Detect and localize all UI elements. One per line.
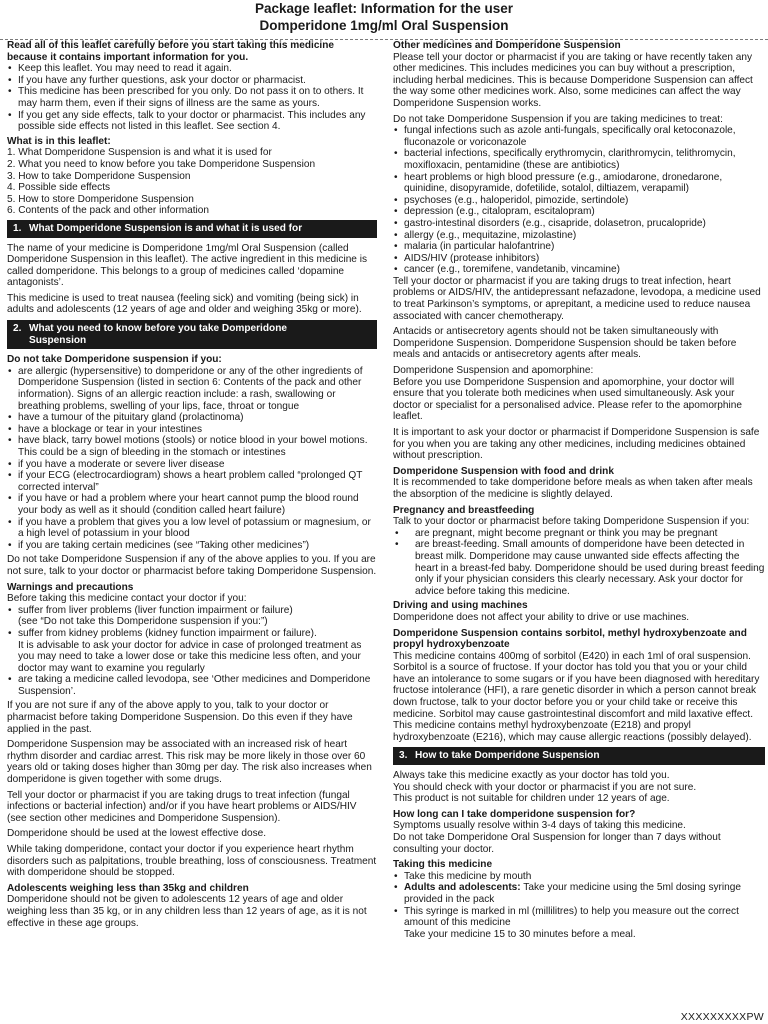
how-long-title: How long can I take domperidone suspension for? — [393, 808, 636, 820]
list-item: • allergy (e.g., mequitazine, mizolastine) — [393, 230, 765, 242]
food-title: Domperidone Suspension with food and drink — [393, 465, 614, 477]
paragraph: Domperidone Suspension and apomorphine: — [393, 365, 594, 377]
list-item — [393, 882, 765, 905]
section-1-heading — [7, 220, 377, 238]
section-title-cont: Suspension — [29, 334, 87, 346]
list-item: • If you have any further questions, ask your doctor or pharmacist. — [7, 75, 377, 87]
list-item — [7, 605, 377, 628]
section-number: 3. — [399, 750, 408, 762]
list-item-text: suffer from kidney problems (kidney function impairment or failure). — [18, 627, 317, 639]
paragraph: Symptoms usually resolve within 3-4 days of taking this medicine. — [393, 820, 686, 832]
document-code: XXXXXXXXXPW — [680, 1011, 764, 1023]
warnings-intro: Before taking this medicine contact your doctor if you: — [7, 593, 247, 605]
intro-list — [7, 63, 377, 133]
list-item-text: This syringe is marked in ml (millilitres) to help you measure out the correct amount of this medicine — [404, 905, 739, 929]
list-item: • This medicine has been prescribed for you only. Do not pass it on to others. It may harm them, even if their signs of illness are the same as yours. — [7, 86, 377, 109]
section-title: How to take Domperidone Suspension — [415, 750, 600, 762]
paragraph: It is recommended to take domperidone before meals as when taken after meals the absorption of the medicine is slightly delayed. — [393, 477, 753, 500]
intro-bold: Read all of this leaflet carefully before you start taking this medicine because it contains important information for you. — [7, 40, 335, 63]
list-item: • depression (e.g., citalopram, escitalopram) — [393, 206, 765, 218]
list-item: • heart problems or high blood pressure (e.g., amiodarone, dronedarone, quinidine, disopyramide, dofetilide, sotalol, diltiazem, verapamil) — [393, 172, 765, 195]
paragraph: Before you use Domperidone Suspension and apomorphine, your doctor will ensure that you tolerate both medicines when used simultaneously. Ask your doctor or specialist for a personalised advice. Please refer to the apomorphine leaflet. — [393, 376, 742, 423]
paragraph: Antacids or antisecretory agents should not be taken simultaneously with Domperidone Suspension. Domperidone Suspension should be taken before meals and antacids or antisecretory agents after meals. — [393, 326, 737, 361]
list-item-text-cont: (see “Do not take this Domperidone suspension if you:”) — [18, 616, 268, 628]
other-medicines-title: Other medicines and Domperidone Suspension — [393, 40, 621, 51]
list-item-text: Take your medicine using the 5ml dosing syringe provided in the pack — [404, 882, 741, 905]
paragraph: Always take this medicine exactly as your doctor has told you. — [393, 770, 670, 782]
list-item-text-cont: It is advisable to ask your doctor for advice in case of prolonged treatment as you may need to take a lower dose or take this medicine less often, and your doctor may want to examine you regularly — [18, 639, 362, 674]
list-item: • cancer (e.g., toremifene, vandetanib, vincamine) — [393, 264, 765, 276]
paragraph: Domperidone does not affect your ability to drive or use machines. — [393, 611, 690, 623]
list-item: • are taking a medicine called levodopa, see ‘Other medicines and Domperidone Suspension’. — [7, 674, 377, 697]
paragraph: Domperidone should not be given to adolescents 12 years of age and older weighing less than 35 kg, or in any children less than 12 years of age, as it is not effective in these age groups. — [7, 894, 367, 929]
list-item: • Keep this leaflet. You may need to read it again. — [7, 63, 377, 75]
section-2-heading — [7, 320, 377, 349]
paragraph: If you are not sure if any of the above apply to you, talk to your doctor or pharmacist before taking Domperidone Suspension. Do this even if they have applied in the past. — [7, 700, 353, 735]
paragraph: This medicine is used to treat nausea (feeling sick) and vomiting (being sick) in adults and adolescents (12 years of age and older and weighing 35kg or more). — [7, 292, 362, 316]
toc-item: 3. How to take Domperidone Suspension — [7, 170, 191, 182]
section-3-heading — [393, 747, 765, 765]
list-item — [7, 628, 377, 674]
paragraph: The name of your medicine is Domperidone 1mg/ml Oral Suspension (called Domperidone Suspension in this leaflet). The active ingredient in this medicine is called domperidone. This belongs to a group of medicines called ‘dopamine antagonists’. — [7, 242, 368, 289]
paragraph: You should check with your doctor or pharmacist if you are not sure. — [393, 781, 697, 793]
taking-list — [393, 871, 765, 941]
toc-item: 1. What Domperidone Suspension is and what it is used for — [7, 147, 272, 159]
toc-list — [7, 147, 377, 217]
list-item: • if you have a problem that gives you a low level of potassium or magnesium, or a high level of potassium in your blood — [7, 517, 377, 540]
product-name: Domperidone 1mg/ml Oral Suspension — [259, 18, 509, 33]
paragraph: This medicine contains 400mg of sorbitol (E420) in each 1ml of oral suspension. Sorbitol is a source of fructose. If your doctor has told you that you or your child have an intolerance to some sugars or if you have been diagnosed with hereditary fructose intolerance (HFI), a rare genetic disorder in which a person cannot break down fructose, talk to your doctor before you or your child take or receive this medicine. Sorbitol may cause gastrointestinal discomfort and mild laxative effect. This medicine contains methyl hydroxybenzoate (E218) and propyl hydroxybenzoate (E216), which may cause allergic reactions (possibly delayed). — [393, 650, 760, 743]
list-item-bold: Adults and adolescents: — [404, 882, 521, 894]
warnings-list — [7, 605, 377, 698]
list-item: • if you are taking certain medicines (see “Taking other medicines”) — [7, 540, 377, 552]
list-item: • if you have a moderate or severe liver disease — [7, 459, 377, 471]
adolescents-title: Adolescents weighing less than 35kg and children — [7, 882, 249, 894]
list-item-text-cont: Take your medicine 15 to 30 minutes before a meal. — [404, 928, 636, 940]
list-item: • AIDS/HIV (protease inhibitors) — [393, 253, 765, 265]
list-item: • gastro-intestinal disorders (e.g., cisapride, dolasetron, prucalopride) — [393, 218, 765, 230]
list-item: • Take this medicine by mouth — [393, 871, 765, 883]
paragraph: It is important to ask your doctor or pharmacist if Domperidone Suspension is safe for you when you are taking any other medicines, including medicines obtained without prescription. — [393, 427, 760, 462]
page-header — [0, 0, 768, 34]
paragraph: Domperidone Suspension may be associated with an increased risk of heart rhythm disorder and cardiac arrest. This risk may be more likely in those over 60 years old or taking doses higher than 30mg per day. The risk also increases when domperidone is given together with some drugs. — [7, 739, 372, 786]
list-item: • psychoses (e.g., haloperidol, pimozide, sertindole) — [393, 195, 765, 207]
list-item: • if your ECG (electrocardiogram) shows a heart problem called “prolonged QT corrected interval” — [7, 470, 377, 493]
warnings-title: Warnings and precautions — [7, 581, 134, 593]
list-item-text: suffer from liver problems (liver function impairment or failure) — [18, 604, 293, 616]
paragraph: Do not take Domperidone Oral Suspension for longer than 7 days without consulting your doctor. — [393, 832, 721, 855]
paragraph: Tell your doctor or pharmacist if you are taking drugs to treat infection (fungal infections or bacterial infection) and/or if you have heart problems or AIDS/HIV (see section other medicines and Domperidone Suspension). — [7, 789, 357, 824]
section-title: What Domperidone Suspension is and what it is used for — [29, 222, 303, 234]
paragraph: Talk to your doctor or pharmacist before taking Domperidone Suspension if you: — [393, 516, 750, 528]
right-column — [393, 40, 765, 940]
other-medicines-list — [393, 125, 765, 276]
list-item: • malaria (in particular halofantrine) — [393, 241, 765, 253]
list-item: • are breast-feeding. Small amounts of domperidone have been detected in breast milk. Domperidone may cause unwanted side effects affecting the heart in a breast-fed baby. Domperidone should be used during breast feeding only if your physician considers this clearly necessary. Ask your doctor for advice before taking this medicine. — [393, 539, 765, 597]
list-item: • are allergic (hypersensitive) to domperidone or any of the other ingredients of Domperidone Suspension (listed in section 6: Contents of the pack and other information). Signs of an allergic reaction include: a rash, swallowing or breathing problems, swelling of your lips, face, throat or tongue — [7, 366, 377, 412]
paragraph: Tell your doctor or pharmacist if you are taking drugs to treat infection, heart problems or AIDS/HIV, the antidepressant nefazadone, levodopa, a medicine used to treat Parkinson’s symptoms, or aprepitant, a medicine used to reduce nausea associated with cancer chemotherapy. — [393, 275, 761, 322]
list-item: • are pregnant, might become pregnant or think you may be pregnant — [393, 528, 765, 540]
sorbitol-title: Domperidone Suspension contains sorbitol, methyl hydroxybenzoate and propyl hydroxybenzoate — [393, 627, 747, 651]
paragraph: Please tell your doctor or pharmacist if you are taking or have recently taken any other medicines. This includes medicines you can buy without a prescription, including herbal medicines. This is because Domperidone Suspension can affect the way some other medicines work. Also, some medicines can affect the way Domperidone Suspension works. — [393, 51, 753, 109]
list-item: • if you have or had a problem where your heart cannot pump the blood round your body as well as it should (condition called heart failure) — [7, 493, 377, 516]
taking-title: Taking this medicine — [393, 859, 493, 871]
toc-item: 2. What you need to know before you take Domperidone Suspension — [7, 158, 316, 170]
paragraph: This product is not suitable for children under 12 years of age. — [393, 793, 670, 805]
list-item: • fungal infections such as azole anti-fungals, specifically oral ketoconazole, fluconazole or voriconazole — [393, 125, 765, 148]
driving-title: Driving and using machines — [393, 600, 528, 612]
paragraph: While taking domperidone, contact your doctor if you experience heart rhythm disorders such as palpitations, trouble breathing, loss of consciousness. Treatment with domperidone should be stopped. — [7, 844, 377, 879]
list-item: • have a blockage or tear in your intestines — [7, 424, 377, 436]
donot-list — [7, 366, 377, 552]
donot-title: Do not take Domperidone suspension if you: — [7, 354, 222, 366]
pregnancy-list — [393, 528, 765, 598]
leaflet-title: Package leaflet: Information for the user — [254, 1, 514, 16]
paragraph: Do not take Domperidone Suspension if any of the above applies to you. If you are not sure, talk to your doctor or pharmacist before taking Domperidone Suspension. — [7, 554, 377, 577]
paragraph: Do not take Domperidone Suspension if you are taking medicines to treat: — [393, 113, 723, 125]
toc-title: What is in this leaflet: — [7, 135, 111, 147]
paragraph: Domperidone should be used at the lowest effective dose. — [7, 828, 267, 840]
toc-item: 5. How to store Domperidone Suspension — [7, 193, 194, 205]
list-item: • bacterial infections, specifically erythromycin, clarithromycin, telithromycin, moxifloxacin, pentamidine (these are antibiotics) — [393, 148, 765, 171]
pregnancy-title: Pregnancy and breastfeeding — [393, 504, 535, 516]
section-number: 1. — [13, 222, 22, 234]
list-item: • have a tumour of the pituitary gland (prolactinoma) — [7, 412, 377, 424]
section-title: What you need to know before you take Domperidone — [29, 323, 287, 335]
section-number: 2. — [13, 323, 22, 335]
toc-item: 6. Contents of the pack and other information — [7, 205, 209, 217]
left-column — [7, 40, 377, 933]
list-item: • have black, tarry bowel motions (stools) or notice blood in your bowel motions. This could be a sign of bleeding in the stomach or intestines — [7, 435, 377, 458]
list-item: • If you get any side effects, talk to your doctor or pharmacist. This includes any possible side effects not listed in this leaflet. See section 4. — [7, 110, 377, 133]
list-item — [393, 906, 765, 941]
toc-item: 4. Possible side effects — [7, 182, 111, 194]
